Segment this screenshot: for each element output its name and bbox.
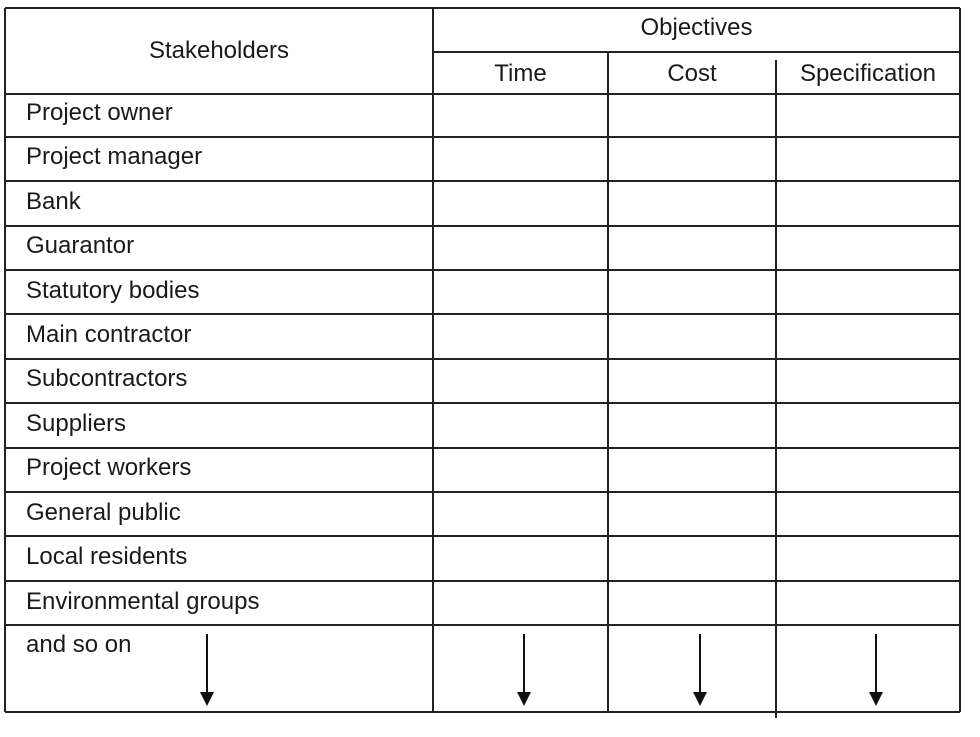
- row-label-and-so-on: and so on: [26, 631, 132, 658]
- arrow-down-icon: [200, 634, 214, 706]
- row-label-statutory-bodies: Statutory bodies: [26, 277, 200, 304]
- row-label-project-manager: Project manager: [26, 143, 203, 170]
- column-header-time: Time: [494, 60, 547, 87]
- row-label-bank: Bank: [26, 188, 81, 215]
- arrow-down-icon: [517, 634, 531, 706]
- arrow-down-icon: [869, 634, 883, 706]
- column-header-cost: Cost: [667, 60, 717, 87]
- row-label-main-contractor: Main contractor: [26, 321, 192, 348]
- row-label-guarantor: Guarantor: [26, 232, 135, 259]
- row-label-project-owner: Project owner: [26, 99, 173, 126]
- stakeholders-header: Stakeholders: [148, 37, 290, 64]
- column-header-specification: Specification: [799, 60, 937, 87]
- row-label-suppliers: Suppliers: [26, 410, 127, 437]
- objectives-header: Objectives: [640, 14, 753, 41]
- row-label-environmental-groups: Environmental groups: [26, 588, 260, 615]
- row-label-local-residents: Local residents: [26, 543, 188, 570]
- row-label-subcontractors: Subcontractors: [26, 365, 188, 392]
- row-label-general-public: General public: [26, 499, 181, 526]
- row-label-project-workers: Project workers: [26, 454, 192, 481]
- arrow-down-icon: [693, 634, 707, 706]
